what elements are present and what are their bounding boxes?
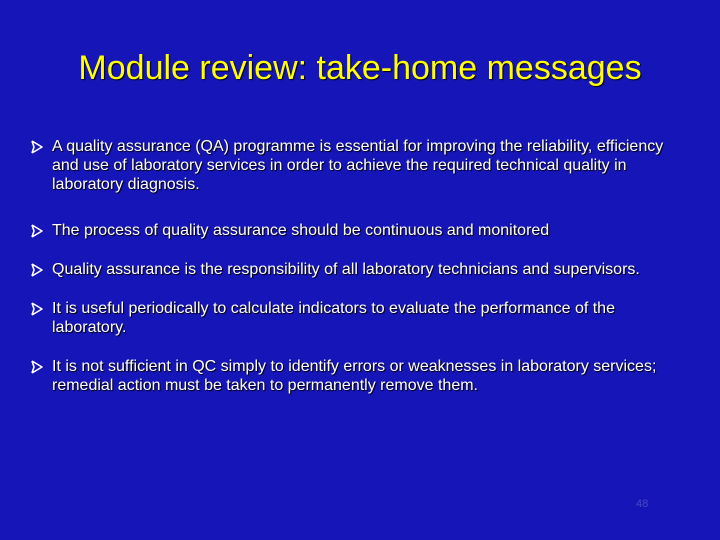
- bullet-item: [30, 299, 690, 337]
- bullet-text: It is useful periodically to calculate indicators to evaluate the performance of the laboratory.: [52, 300, 615, 336]
- slide-title: Module review: take-home messages: [78, 49, 642, 87]
- bullet-text: A quality assurance (QA) programme is essential for improving the reliability, efficiency and use of laboratory services in order to achieve the required technical quality in laboratory diagnosis.: [52, 138, 664, 193]
- page-number: 48: [636, 498, 649, 510]
- arrow-bullet-icon: [30, 137, 44, 156]
- bullet-text: It is not sufficient in QC simply to identify errors or weaknesses in laboratory services; remedial action must be taken to permanently remove them.: [52, 358, 657, 394]
- bullet-item: [30, 137, 690, 194]
- bullet-text: The process of quality assurance should be continuous and monitored: [52, 222, 550, 239]
- arrow-bullet-icon: [30, 221, 44, 240]
- bullet-item: [30, 357, 690, 395]
- bullet-item: [30, 260, 690, 279]
- arrow-bullet-icon: [30, 357, 44, 376]
- bullet-text: Quality assurance is the responsibility of all laboratory technicians and supervisors.: [52, 261, 640, 278]
- arrow-bullet-icon: [30, 260, 44, 279]
- arrow-bullet-icon: [30, 299, 44, 318]
- bullet-item: [30, 221, 690, 240]
- bullet-list: [30, 137, 690, 415]
